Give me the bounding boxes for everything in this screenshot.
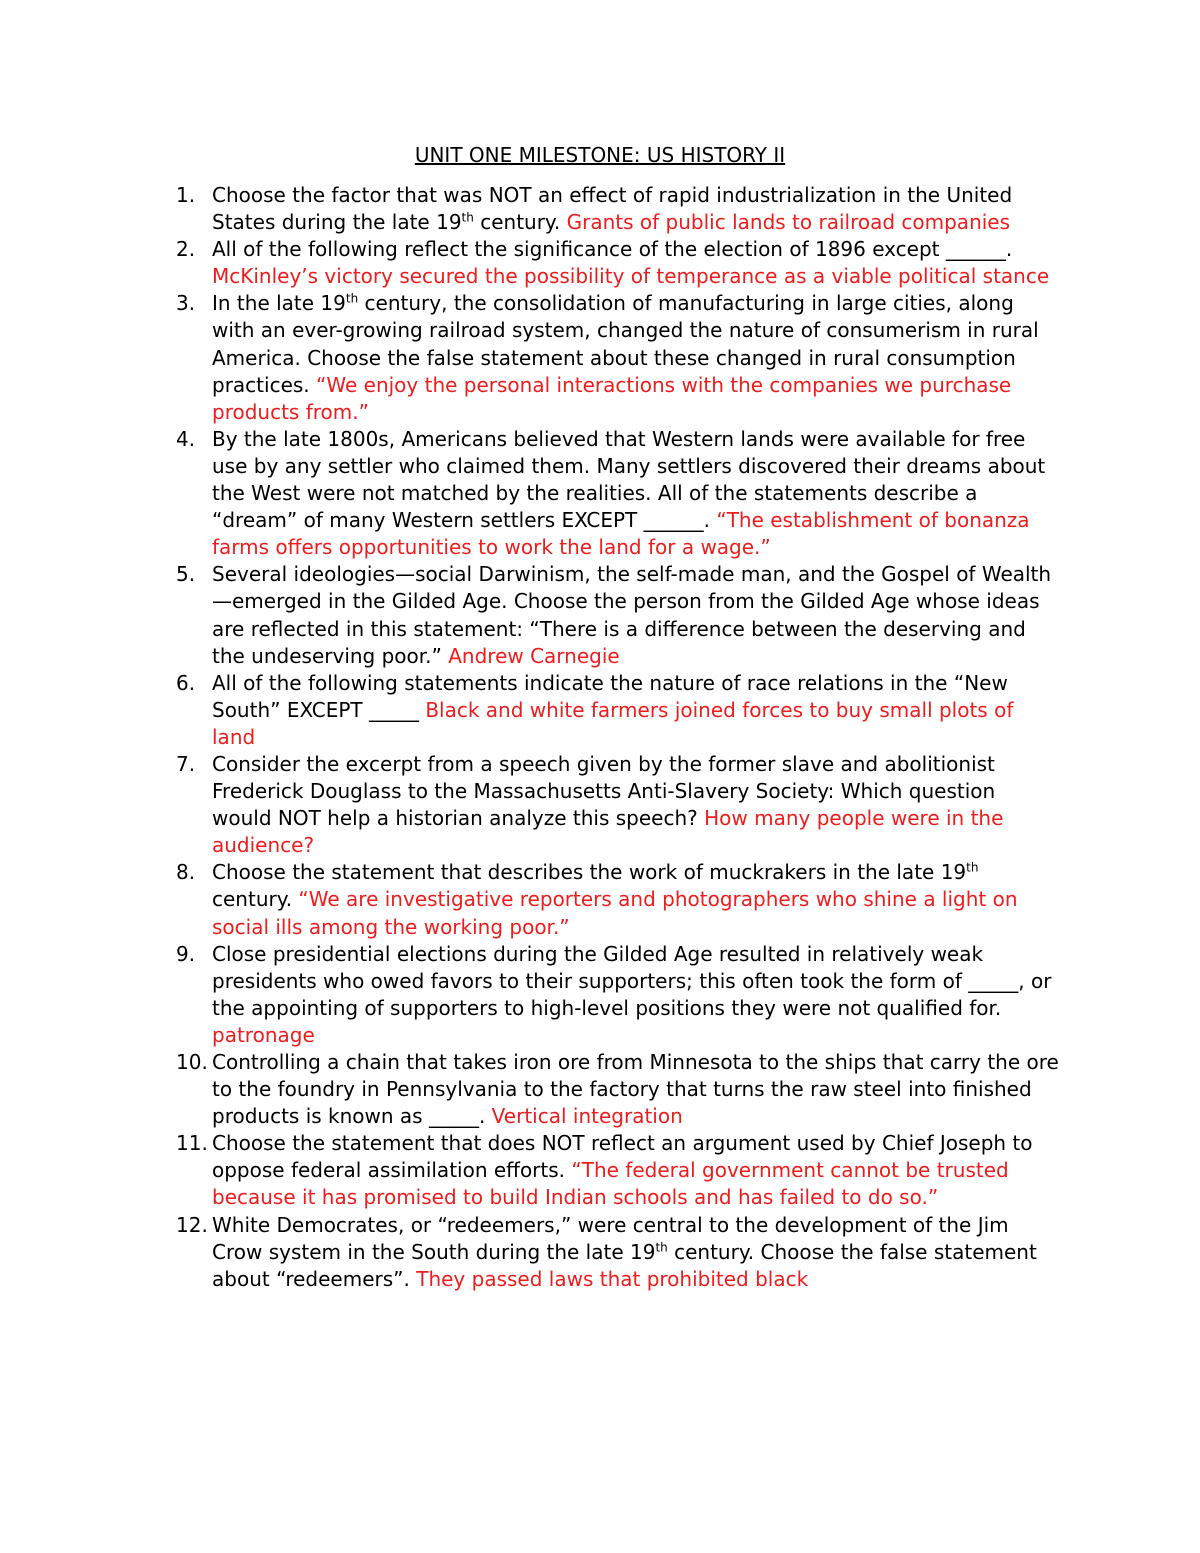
- question-item: [0, 941, 1060, 1049]
- answer-text: “We are investigative reporters and photographers who shine a light on social ills among the working poor.”: [212, 887, 1018, 939]
- answer-text: Grants of public lands to railroad companies: [566, 210, 1011, 235]
- superscript: th: [655, 1240, 668, 1254]
- question-item: [0, 182, 1060, 236]
- question-item: [0, 426, 1060, 561]
- answer-text: “We enjoy the personal interactions with the companies we purchase products from.”: [212, 372, 1012, 424]
- question-number: 5.: [176, 562, 196, 587]
- question-text: Consider the excerpt from a speech given by the former slave and abolitionist Frederick Douglass to the Massachusetts Anti-Slavery Society: Which question would NOT help a historian analyze this speech?: [212, 751, 996, 831]
- question-number: 1.: [176, 183, 196, 207]
- answer-text: Andrew Carnegie: [448, 643, 620, 668]
- question-item: [0, 751, 1060, 859]
- question-number: 2.: [176, 237, 196, 262]
- question-text: White Democrates, or “redeemers,” were central to the development of the Jim Crow system in the South during the late 19: [212, 1212, 1009, 1264]
- answer-text: How many people were in the audience?: [212, 806, 1004, 858]
- question-number: 12.: [176, 1212, 208, 1237]
- question-item: [0, 561, 1060, 669]
- question-text: century. Choose the false statement about “redeemers”.: [212, 1239, 1037, 1291]
- answer-text: McKinley’s victory secured the possibility of temperance as a viable political stance: [212, 264, 1050, 289]
- question-list: [0, 182, 1060, 1293]
- question-number: 6.: [176, 670, 196, 695]
- question-text: century, the consolidation of manufacturing in large cities, along with an ever-growing railroad system, changed the nature of consumerism in rural America. Choose the false statement about these changed in rural consumption practices.: [212, 291, 1039, 397]
- question-number: 11.: [176, 1131, 208, 1156]
- question-text: century.: [473, 210, 567, 235]
- answer-text: “The federal government cannot be trusted because it has promised to build Indian schools and has failed to do so.”: [212, 1158, 1009, 1210]
- answer-text: Vertical integration: [491, 1104, 683, 1129]
- answer-text: Black and white farmers joined forces to buy small plots of land: [212, 697, 1014, 749]
- question-number: 7.: [176, 751, 196, 776]
- question-text: century.: [212, 887, 299, 912]
- question-number: 8.: [176, 860, 196, 885]
- question-text: Controlling a chain that takes iron ore from Minnesota to the ships that carry the ore to the foundry in Pennsylvania to the factory that turns the raw steel into finished products is known as _____.: [212, 1050, 1059, 1129]
- superscript: th: [345, 291, 359, 306]
- question-item: [0, 670, 1060, 751]
- question-item: [0, 1212, 1060, 1293]
- question-item: [0, 1049, 1060, 1130]
- answer-text: “The establishment of bonanza farms offers opportunities to work the land for a wage.”: [212, 508, 1030, 560]
- question-text: By the late 1800s, Americans believed that Western lands were available for free use by any settler who claimed them. Many settlers discovered their dreams about the West were not matched by the realities. All of the statements describe a “dream” of many Western settlers EXCEPT ______.: [212, 426, 1046, 533]
- question-number: 10.: [176, 1050, 208, 1074]
- question-text: All of the following reflect the significance of the election of 1896 except ______.: [212, 237, 1013, 262]
- answer-text: patronage: [212, 1022, 315, 1047]
- question-number: 3.: [176, 291, 196, 316]
- question-item: [0, 236, 1060, 290]
- document-title: UNIT ONE MILESTONE: US HISTORY II: [414, 143, 786, 167]
- question-text: All of the following statements indicate the nature of race relations in the “New South” EXCEPT _____: [212, 670, 1008, 722]
- question-text: Close presidential elections during the Gilded Age resulted in relatively weak presidents who owed favors to their supporters; this often took the form of _____, or the appointing of supporters to high-level positions they were not qualified for.: [212, 941, 1052, 1020]
- superscript: th: [461, 210, 474, 225]
- question-text: Choose the statement that describes the work of muckrakers in the late 19: [212, 860, 967, 885]
- question-text: Choose the statement that does NOT reflect an argument used by Chief Joseph to oppose federal assimilation efforts.: [212, 1131, 1033, 1183]
- superscript: th: [966, 860, 979, 875]
- question-text: In the late 19: [212, 291, 346, 316]
- question-item: [0, 859, 1060, 940]
- answer-text: They passed laws that prohibited black: [416, 1266, 809, 1291]
- question-number: 4.: [176, 426, 196, 451]
- question-item: [0, 1130, 1060, 1211]
- question-number: 9.: [176, 941, 196, 966]
- question-item: [0, 290, 1060, 425]
- question-text: Choose the factor that was NOT an effect of rapid industrialization in the United States during the late 19: [212, 183, 1013, 235]
- question-text: Several ideologies—social Darwinism, the self-made man, and the Gospel of Wealth—emerged in the Gilded Age. Choose the person from the Gilded Age whose ideas are reflected in this statement: “There is a difference between the deserving and the undeserving poor.”: [212, 562, 1052, 668]
